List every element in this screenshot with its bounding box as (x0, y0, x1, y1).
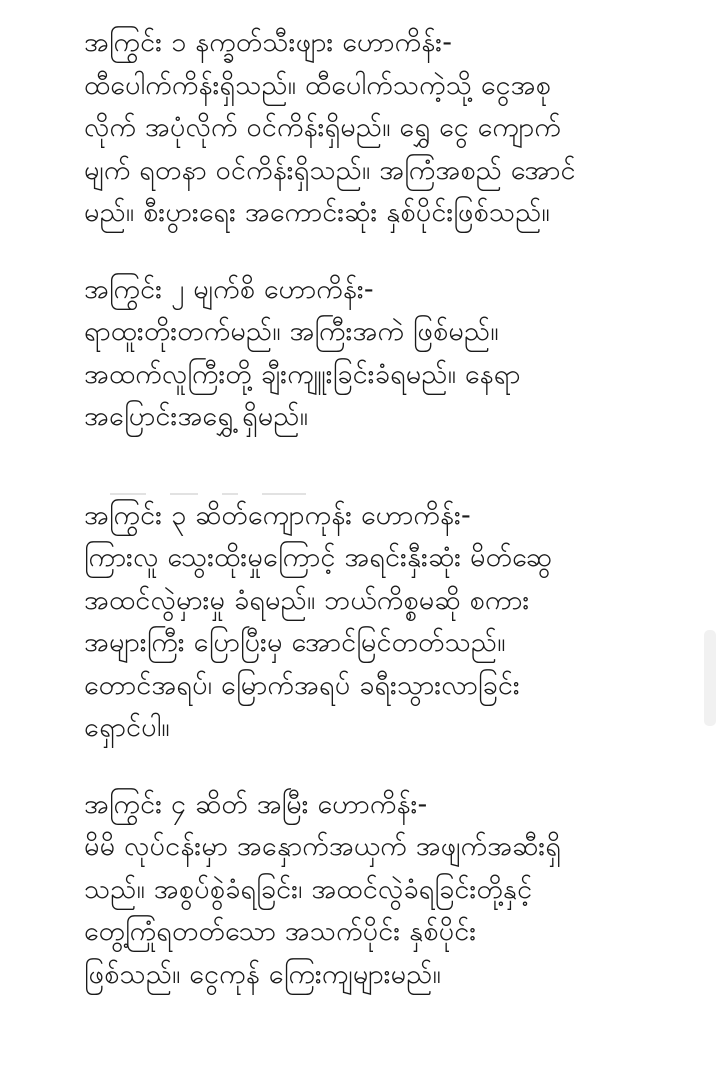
body-line: ထီပေါက်ကိန်းရှိသည်။ ထီပေါက်သကဲ့သို့ ငွေအစု (84, 69, 552, 101)
body-line: မည်။ စီးပွားရေး အကောင်းဆုံး နှစ်ပိုင်းဖြစ်သည်။ (84, 197, 550, 228)
body-line: အများကြီး ပြောပြီးမှ အောင်မြင်တတ်သည်။ (84, 627, 506, 658)
body-line: အထက်လူကြီးတို့ ချီးကျူးခြင်းခံရမည်။ နေရာ (84, 358, 521, 390)
body-line: မျက် ရတနာ ဝင်ကိန်းရှိသည်။ အကြံအစည် အောင် (84, 154, 576, 186)
body-line: သည်။ အစွပ်စွဲခံရခြင်း၊ အထင်လွဲခံရခြင်းတို့နှင့် (84, 873, 533, 905)
body-line: မိမိ လုပ်ငန်းမှာ အနှောက်အယှက် အဖျက်အဆီးရှိ (84, 831, 562, 862)
remainder-1-section (84, 22, 694, 235)
body-line: ရာထူးတိုးတက်မည်။ အကြီးအကဲ ဖြစ်မည်။ (84, 316, 499, 347)
remainder-2-section (84, 269, 694, 439)
body-line: တွေ့ကြုံရတတ်သော အသက်ပိုင်း နှစ်ပိုင်း (84, 916, 477, 947)
remainder-4-section (84, 784, 694, 997)
body-line: အပြောင်းအရွှေ့ ရှိမည်။ (84, 401, 309, 432)
remainder-3-section (84, 495, 694, 750)
body-line: ကြားလူ သွေးထိုးမှုကြောင့် အရင်းနှီးဆုံး မိတ်ဆွေ (84, 542, 553, 573)
body-line: အထင်လွဲမှားမှု ခံရမည်။ ဘယ်ကိစ္စမဆို စကား (84, 584, 530, 616)
section-heading: အကြွင်း ၂ မျက်စိ ဟောကိန်း- (84, 273, 374, 305)
body-line: လိုက် အပုံလိုက် ဝင်ကိန်းရှိမည်။ ရွှေ ငွေ ကျောက် (84, 112, 561, 143)
body-line: ရှောင်ပါ။ (84, 712, 170, 743)
faint-divider (110, 493, 340, 496)
scrollbar[interactable] (704, 630, 716, 726)
body-line: ဖြစ်သည်။ ငွေကုန် ကြေးကျများမည်။ (84, 958, 441, 990)
section-heading: အကြွင်း ၃ ဆိတ်ကျောကုန်း ဟောကိန်း- (84, 499, 471, 531)
section-heading: အကြွင်း ၁ နက္ခတ်သီးဖျား ဟောကိန်း- (84, 27, 453, 58)
body-line: တောင်အရပ်၊ မြောက်အရပ် ခရီးသွားလာခြင်း (84, 669, 520, 701)
section-heading: အကြွင်း ၄ ဆိတ် အမြီး ဟောကိန်း- (84, 788, 428, 820)
